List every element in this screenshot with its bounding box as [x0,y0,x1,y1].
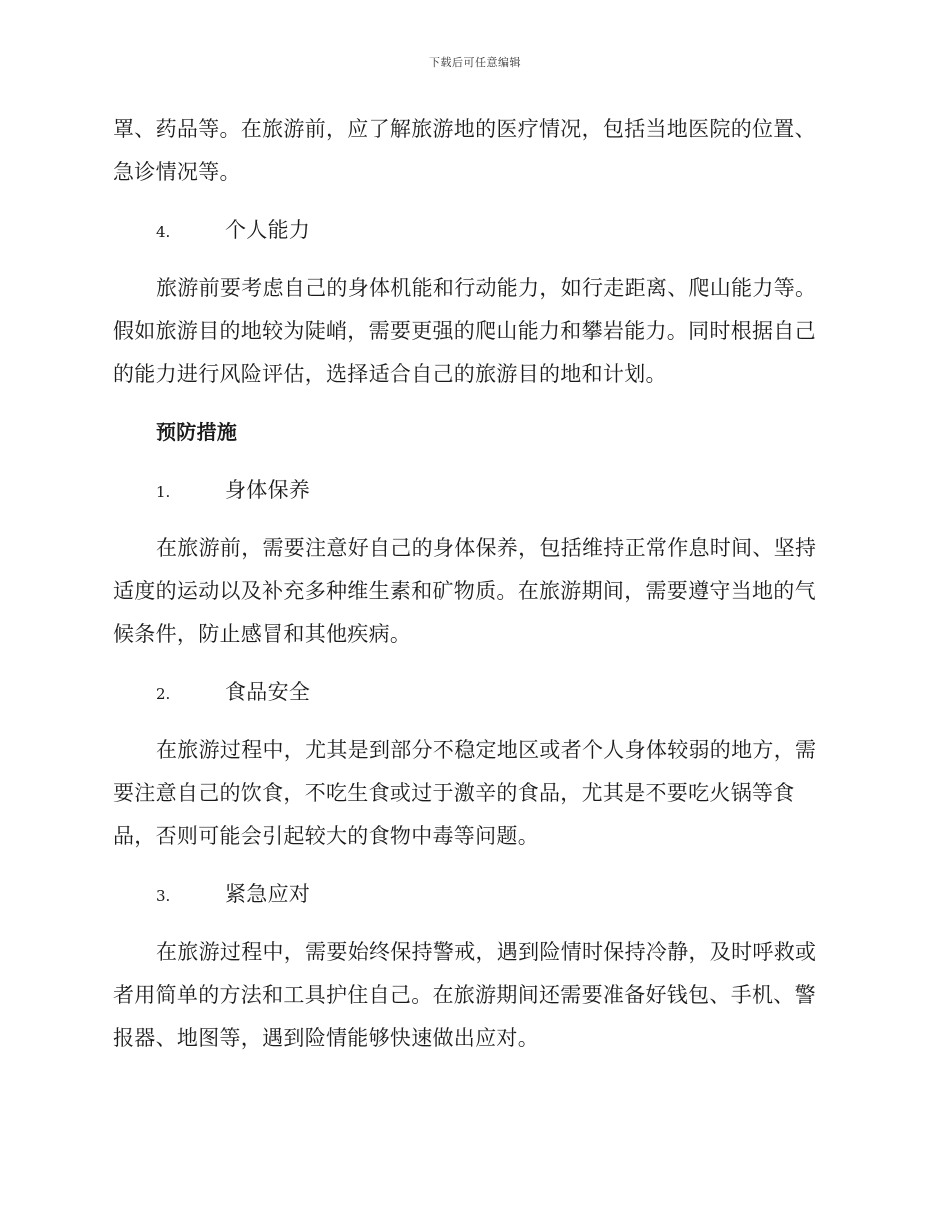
list-number: 2. [156,685,171,703]
list-title: 个人能力 [225,218,311,242]
list-item-body-care [113,469,835,512]
list-title: 食品安全 [225,680,311,704]
paragraph-food-safety: 在旅游过程中，尤其是到部分不稳定地区或者个人身体较弱的地方，需要注意自己的饮食，不吃生食或过于激辛的食品，尤其是不要吃火锅等食品，否则可能会引起较大的食物中毒等问题。 [113,738,817,848]
list-item-emergency [113,873,835,916]
list-number: 1. [156,483,171,501]
header-note: 下载后可任意编辑 [429,56,521,69]
list-number: 3. [156,887,171,905]
paragraph-emergency: 在旅游过程中，需要始终保持警戒，遇到险情时保持冷静，及时呼救或者用简单的方法和工具护住自己。在旅游期间还需要准备好钱包、手机、警报器、地图等，遇到险情能够快速做出应对。 [113,940,817,1050]
list-title: 紧急应对 [225,882,311,906]
section-heading: 预防措施 [156,420,238,444]
list-item-food-safety [113,671,835,714]
paragraph-continued: 罩、药品等。在旅游前，应了解旅游地的医疗情况，包括当地医院的位置、急诊情况等。 [113,117,816,184]
list-title: 身体保养 [225,478,311,502]
list-number: 4. [156,223,171,241]
list-item-ability [113,209,835,252]
document-body [113,108,835,1060]
paragraph-ability: 旅游前要考虑自己的身体机能和行动能力，如行走距离、爬山能力等。假如旅游目的地较为陡峭，需要更强的爬山能力和攀岩能力。同时根据自己的能力进行风险评估，选择适合自己的旅游目的地和计划。 [113,276,817,386]
paragraph-body-care: 在旅游前，需要注意好自己的身体保养，包括维持正常作息时间、坚持适度的运动以及补充多种维生素和矿物质。在旅游期间，需要遵守当地的气候条件，防止感冒和其他疾病。 [113,536,817,646]
